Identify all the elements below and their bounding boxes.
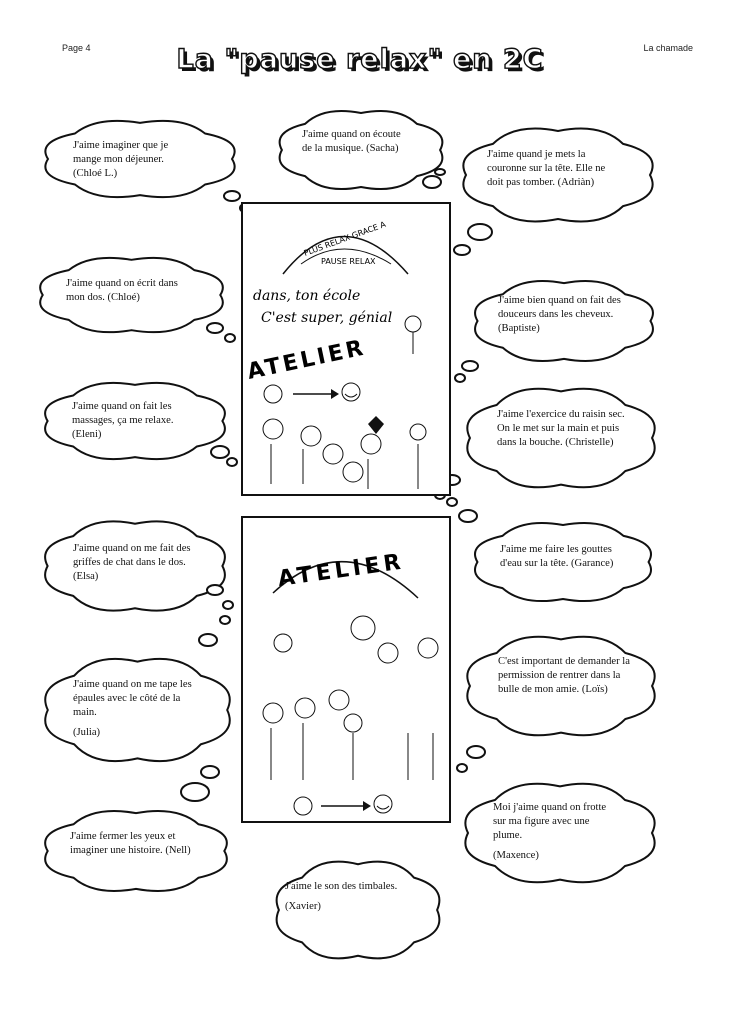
children-drawing-top	[241, 202, 451, 496]
bubble-xavier: J'aime le son des timbales. (Xavier)	[285, 881, 398, 912]
banner-text: PLUS RELAX GRACE A	[302, 219, 387, 258]
drawing-line1: dans, ton école	[253, 288, 361, 304]
bubble-nell: J'aime fermer les yeux et imaginer une histoire. (Nell)	[70, 831, 191, 856]
thought-tail-dot	[181, 783, 209, 801]
drawing-line2: C'est super, génial	[261, 310, 393, 326]
thought-tail-dot	[462, 361, 478, 371]
drawing-top-sketch	[243, 204, 449, 494]
bubble-baptiste: J'aime bien quand on fait des douceurs dans les cheveux. (Baptiste)	[498, 295, 621, 334]
thought-tail-dot	[455, 374, 465, 382]
bubble-garance: J'aime me faire les gouttes d'eau sur la tête. (Garance)	[500, 544, 614, 569]
bubble-maxence: Moi j'aime quand on frotte sur ma figure avec une plume. (Maxence)	[493, 802, 607, 861]
bubble-adrian: J'aime quand je mets la couronne sur la tête. Elle ne doit pas tomber. (Adriàn)	[487, 149, 606, 188]
thought-tail-dot	[223, 601, 233, 609]
thought-tail-dot	[220, 616, 230, 624]
thought-tail-dot	[468, 224, 492, 240]
thought-tail-dot	[467, 746, 485, 758]
atelier-word-top: ATELIER	[245, 335, 369, 385]
thought-tail-dot	[224, 191, 240, 201]
thought-tail-dot	[457, 764, 467, 772]
bubble-chloe-l: J'aime imaginer que je mange mon déjeuner. (Chloé L.)	[73, 140, 169, 179]
thought-tail-dot	[435, 169, 445, 175]
bubble-eleni: J'aime quand on fait les massages, ça me relaxe. (Eleni)	[72, 401, 174, 440]
bubble-julia: J'aime quand on me tape les épaules avec le côté de la main. (Julia)	[73, 679, 192, 738]
thought-tail-dot	[423, 176, 441, 188]
drawing-bottom-sketch	[243, 518, 449, 821]
children-drawing-bottom	[241, 516, 451, 823]
atelier-word-bottom: ATELIER	[276, 549, 407, 592]
page-title: La "pause relax" en 2C	[176, 44, 544, 75]
publication-name: La chamade	[643, 43, 693, 53]
thought-tail-dot	[199, 634, 217, 646]
thought-tail-dot	[227, 458, 237, 466]
thought-tail-dot	[201, 766, 219, 778]
bubble-christelle: J'aime l'exercice du raisin sec. On le met sur la main et puis dans la bouche. (Christelle)	[497, 409, 625, 448]
bubble-lois: C'est important de demander la permission de rentrer dans la bulle de mon amie. (Loïs)	[498, 656, 630, 695]
bubble-elsa: J'aime quand on me fait des griffes de chat dans le dos. (Elsa)	[73, 543, 191, 582]
subbanner-text: PAUSE RELAX	[321, 257, 376, 266]
thought-tail-dot	[459, 510, 477, 522]
bubble-chloe: J'aime quand on écrit dans mon dos. (Chloé)	[66, 278, 178, 303]
thought-tail-dot	[207, 585, 223, 595]
thought-tail-dot	[225, 334, 235, 342]
thought-tail-dot	[447, 498, 457, 506]
bubble-sacha: J'aime quand on écoute de la musique. (Sacha)	[302, 129, 401, 154]
page-number: Page 4	[62, 43, 91, 53]
thought-tail-dot	[211, 446, 229, 458]
thought-tail-dot	[207, 323, 223, 333]
thought-tail-dot	[454, 245, 470, 255]
